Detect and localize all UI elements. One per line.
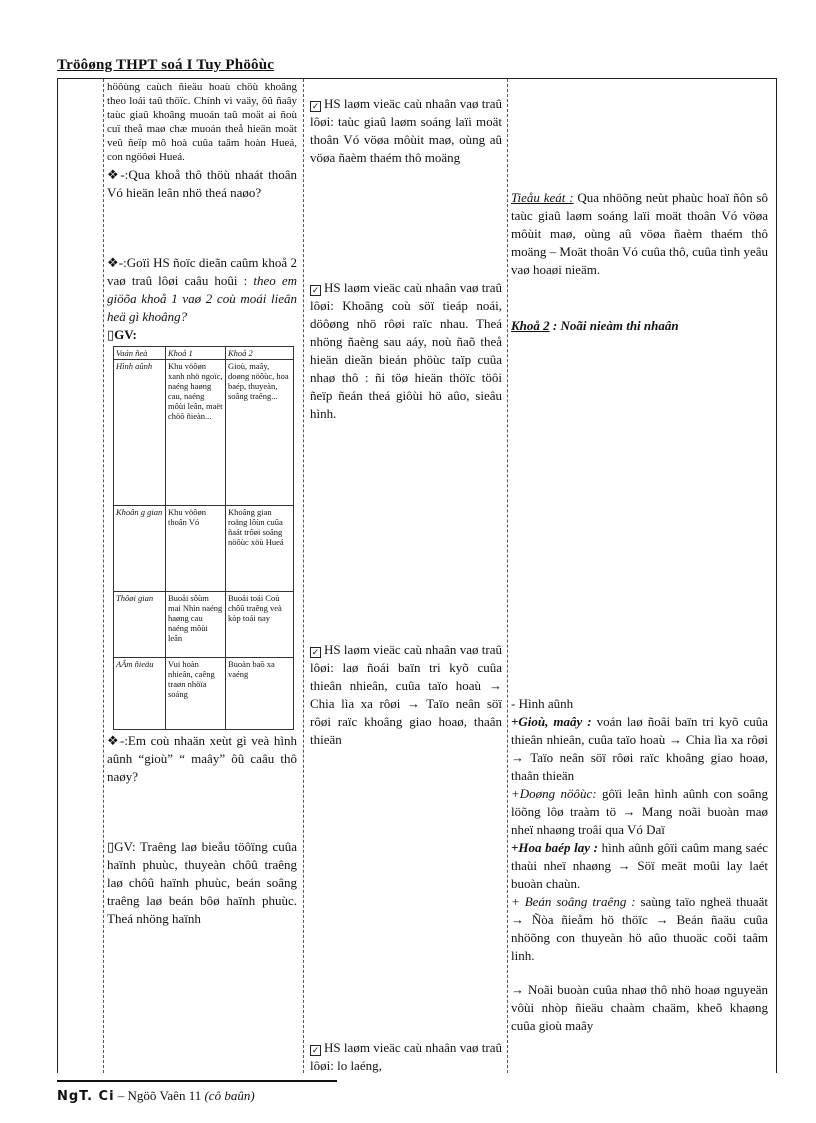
student-answer-3-text: HS laøm vieäc caù nhaân vaø traû lôøi: laø ñoái baïn tri kyõ cuûa thieân nhieân, cuûa taïo hoaù → Chia lìa xa rôøi → Taïo neân söï rôøi raïc khoâng giao hoaø, thaân thieän — [310, 642, 502, 747]
corn-flower-note — [511, 839, 768, 893]
question-1: ❖-:Qua khoå thô thöù nhaát thoân Vó hieän leân nhö theá naøo? — [107, 167, 297, 200]
moon-wharf-label: + Beán soâng traêng : — [511, 894, 636, 909]
column-divider — [103, 79, 104, 1073]
comparison-table — [113, 346, 294, 730]
imagery-notes — [511, 695, 768, 1035]
student-activity-column — [310, 79, 502, 1073]
table-cell: Khu vöôøn thoân Vó — [166, 506, 226, 592]
lesson-table — [57, 78, 777, 1073]
student-answer-1-text: HS laøm vieäc caù nhaân vaø traû lôøi: taùc giaû laøm soáng laïi moät thoân Vó vöøa môùit maø, oùng aû vöøa ñaèm thaém thô moäng — [310, 96, 502, 165]
table-header: Khoå 1 — [166, 347, 226, 360]
question-3: ❖-:Em coù nhaän xeùt gì veà hình aûnh “gioù” “ maây” ôû caâu thô naøy? — [107, 733, 297, 784]
teacher-activity-column — [107, 79, 297, 1073]
student-answer-4-text: HS laøm vieäc caù nhaân vaø traû lôøi: lo laéng, — [310, 1040, 502, 1073]
column-divider — [507, 79, 508, 1073]
stanza-2-heading — [511, 317, 768, 335]
table-header: Khoå 2 — [226, 347, 294, 360]
table-cell: Vui hoàn nhieân, caêng traøn nhöïa soáng — [166, 658, 226, 730]
question-2-text: ❖-:Goïi HS ñoïc dieãn caûm khoå 2 vaø traû lôøi caâu hoûi : — [107, 255, 297, 288]
table-row — [114, 506, 294, 592]
table-header: Vaán ñeà — [114, 347, 166, 360]
content-column — [511, 79, 768, 1073]
gv-note-2-text: GV: Traêng laø bieåu töôïng cuûa haïnh phuùc, thuyeàn chôû traêng laø chôû haïnh phuùc, beán soâng traêng laø beán bôø haïnh phuùc. Theá nhöng haïnh — [107, 839, 297, 926]
table-cell: Buoåi sôùm mai Nhìn naéng haøng cau naéng môùi leân — [166, 592, 226, 658]
table-cell: Buoåi toái Coù chôû traêng veà kòp toái nay — [226, 592, 294, 658]
table-row — [114, 360, 294, 506]
table-cell: Hình aûnh — [114, 360, 166, 506]
checkbox-icon: ✓ — [311, 285, 320, 295]
table-cell: Khoân g gian — [114, 506, 166, 592]
page-footer — [57, 1080, 337, 1104]
student-answer-2-text: HS laøm vieäc caù nhaân vaø traû lôøi: Khoâng coù söï tieáp noái, döôøng nhö rôøi raïc nhau. Theá nhöng ñaèng sau aáy, noù ñaõ theå hieän dieãn bieán phöùc taïp cuûa nhaø thô : ñi töø hieän thöïc töôi ñeïp ñeán theá giôùi hö aûo, sieâu hình. — [310, 280, 502, 421]
table-cell: Khu vöôøn xanh nhö ngoïc, naéng haøng cau, naéng môùi leân, maët chöõ ñieàn... — [166, 360, 226, 506]
table-row — [114, 658, 294, 730]
checkbox-icon: ✓ — [311, 101, 320, 111]
gv-note-2 — [107, 838, 297, 928]
summary-paragraph — [511, 189, 768, 279]
student-answer-1 — [310, 95, 502, 167]
wind-cloud-note — [511, 713, 768, 785]
question-2 — [107, 254, 297, 326]
sadness-note: → Noãi buoàn cuûa nhaø thô nhö hoaø nguyeän vôùi nhòp ñieäu chaàm chaäm, kheõ khaøng cuûa gioù maây — [511, 982, 768, 1033]
student-answer-2 — [310, 279, 502, 423]
student-answer-3 — [310, 641, 502, 749]
book-icon: ▯ — [107, 327, 115, 342]
table-cell: Buoàn baõ xa vaéng — [226, 658, 294, 730]
moon-wharf-note — [511, 893, 768, 965]
intro-text: höôùng caùch ñieäu hoaù chöù khoâng theo loái taû thöïc. Chính vì vaäy, ôû ñaây taùc giaû khoâng muoán taû moät ai ñoù cuï theå maø chæ muoán theå hieän moät veû ñeïp mô hoà cuûa taâm hoàn Hueá, con ngöôøi Hueá. — [107, 81, 297, 163]
wind-cloud-label: +Gioù, maây : — [511, 714, 592, 729]
summary-label: Tieåu keát : — [511, 190, 574, 205]
table-cell: Khoâng gian roäng lôùn cuûa ñaát trôøi soâng nöôùc xöù Hueá — [226, 506, 294, 592]
corn-flower-label: +Hoa baép lay : — [511, 840, 598, 855]
question-2-italic: theo em giöõa khoå 1 vaø 2 coù moái lieân heä gì khoâng? — [107, 273, 297, 324]
stanza-2-label: Khoå 2 — [511, 318, 550, 333]
wind-cloud-text: voán laø ñoâi baïn tri kyõ cuûa thieân nhieân, cuûa taïo hoaù → Chia lìa xa rôøi → Taïo neân söï rôøi raïc khoâng giao hoaø, thaân thieän — [511, 714, 768, 783]
table-cell: Gioù, maây, doøng nöôùc, hoa baép, thuyeàn, soâng traêng... — [226, 360, 294, 506]
gv-label: GV: — [114, 327, 137, 342]
book-icon: ▯ — [107, 839, 115, 854]
footer-text: – Ngöõ Vaên 11 — [114, 1088, 205, 1103]
table-cell: Thôøi gian — [114, 592, 166, 658]
summary-text: Qua nhöõng neùt phaùc hoaï ñôn sô taùc giaû laøm soáng laïi moät thoân Vó vöøa môùit maø, oùng aû vöøa ñaèm thaém thô moäng – Moät thoân Vó cuûa thô, cuûa tình yeâu vaø hoaøi nieäm. — [511, 190, 768, 277]
table-row — [114, 592, 294, 658]
imagery-heading: - Hình aûnh — [511, 696, 574, 711]
school-header: Tröôøng THPT soá I Tuy Phöôùc — [57, 57, 275, 73]
river-note — [511, 785, 768, 839]
river-text: gôïi leân hình aûnh con soâng löõng lôø traàm tö → Mang noãi buoàn maø nheï nhaøng troâi qua Vó Daï — [511, 786, 768, 837]
checkbox-icon: ✓ — [311, 1045, 320, 1055]
corn-flower-text: hình aûnh gôïi caûm mang saéc thaùi nheï nhaøng → Söï meät moûi lay laét buoàn chaùn. — [511, 840, 768, 891]
table-cell: AÂm ñieäu — [114, 658, 166, 730]
checkbox-icon: ✓ — [311, 647, 320, 657]
stanza-2-title: : Noãi nieàm thi nhaân — [549, 318, 679, 333]
column-divider — [303, 79, 304, 1073]
author-logo: NgT. Ci — [57, 1089, 115, 1104]
river-label: +Doøng nöôùc: — [511, 786, 597, 801]
student-answer-4 — [310, 1039, 502, 1073]
gv-label-row — [107, 326, 297, 344]
footer-italic: (cô baûn) — [204, 1088, 255, 1103]
moon-wharf-text: saùng taïo ngheä thuaät → Ñòa ñieåm hö thöïc → Beán ñaäu cuûa nhöõng con thuyeàn hö aûo thuoäc coõi taâm linh. — [511, 894, 768, 963]
table-header-row — [114, 347, 294, 360]
